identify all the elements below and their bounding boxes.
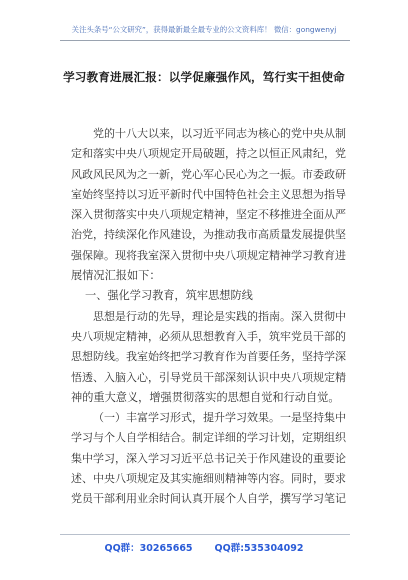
qq-group-1: QQ群：30265665 (104, 543, 193, 554)
text-line: 风政风民风为之一新，党心军心民心为之一振。市委政研 (71, 167, 346, 181)
text-line: 展情况汇报如下： (71, 269, 161, 283)
text-line: 党员干部利用业余时间认真开展个人自学，撰写学习笔记 (71, 492, 346, 506)
text-line: 央八项规定精神，必须从思想教育入手，筑牢党员干部的 (71, 329, 346, 343)
text-line: 学习与个人自学相结合。制定详细的学习计划，定期组织 (71, 431, 346, 445)
text-line: 定和落实中央八项规定开局破题，持之以恒正风肃纪，党 (71, 147, 346, 161)
text-line: 集中学习，深入学习习近平总书记关于作风建设的重要论 (71, 451, 346, 465)
text-line: 室始终坚持以习近平新时代中国特色社会主义思想为指导 (71, 187, 346, 201)
text-line: 述、中央八项规定及其实施细则精神等内容。同时，要求 (71, 472, 346, 486)
header-banner: 关注头条号“公文研究”，获得最新最全最专业的公文资料库！ 微信：gongwenyj (71, 25, 337, 34)
paragraph-intro (71, 124, 346, 286)
footer-contact (0, 540, 408, 554)
text-line: 神的重大意义，增强贯彻落实的思想自觉和行动自觉。 (71, 390, 340, 404)
text-line: 党的十八大以来，以习近平同志为核心的党中央从制 (93, 127, 346, 140)
qq-group-2: QQ群:535304092 (214, 543, 304, 554)
paragraph-section-1 (71, 307, 346, 408)
text-line: （一）丰富学习形式，提升学习效果。一是坚持集中 (93, 411, 346, 425)
section-heading (71, 286, 346, 306)
paragraph-subsection-1 (71, 408, 346, 509)
document-title: 学习教育进展汇报：以学促廉强作风，笃行实干担使命 (63, 70, 345, 84)
text-line: 思想是行动的先导，理论是实践的指南。深入贯彻中 (93, 309, 346, 323)
text-line: 思想防线。我室始终把学习教育作为首要任务，坚持学深 (71, 350, 346, 364)
text-line: 治党，持续深化作风建设，为推动我市高质量发展提供坚 (71, 228, 346, 242)
footer-divider (60, 534, 350, 535)
text-line: 深入贯彻落实中央八项规定精神，坚定不移推进全面从严 (71, 208, 346, 222)
heading-line: 一、强化学习教育，筑牢思想防线 (85, 289, 253, 303)
document-body (71, 124, 346, 510)
text-line: 悟透、入脑入心，引导党员干部深刻认识中央八项规定精 (71, 370, 346, 384)
header-divider (60, 40, 350, 41)
text-line: 强保障。现将我室深入贯彻中央八项规定精神学习教育进 (71, 248, 346, 262)
